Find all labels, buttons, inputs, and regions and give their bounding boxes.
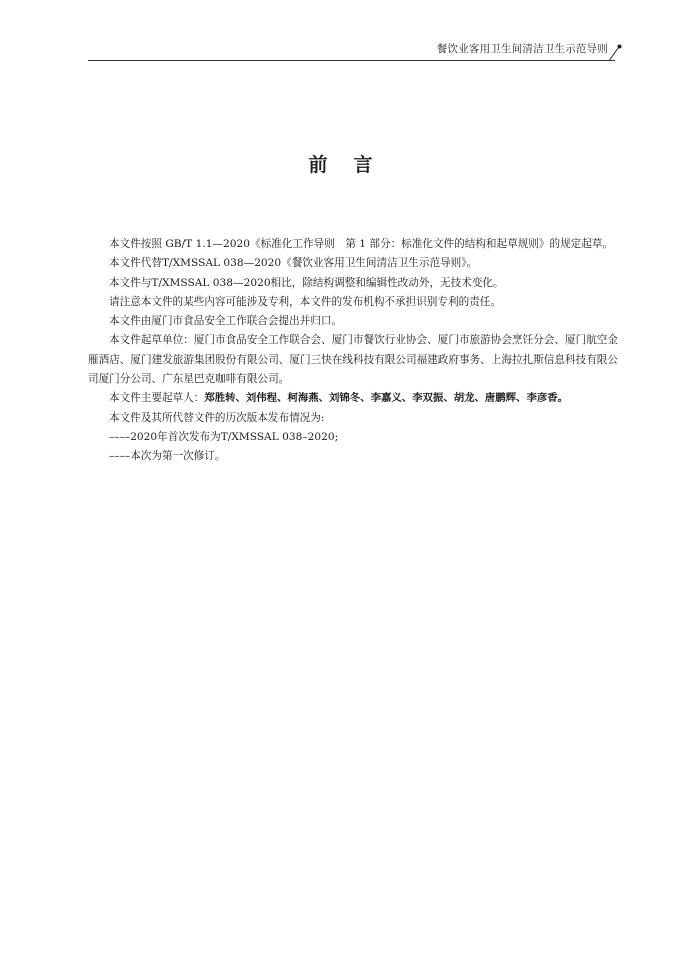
drafters-names: 郑胜转、刘伟程、柯海燕、刘锦冬、李嘉义、李双振、胡龙、唐鹏辉、李彦香。: [204, 392, 569, 405]
page-title-char-2: 言: [353, 154, 373, 176]
running-header: [88, 38, 628, 64]
paragraph-proposer: 本文件由厦门市食品安全工作联合会提出并归口。: [109, 315, 343, 328]
header-rule: [88, 60, 615, 61]
paragraph-drafters: [88, 389, 618, 408]
running-header-title: 餐饮业客用卫生间清洁卫生示范导则: [436, 43, 608, 55]
foreword-body: [88, 235, 618, 467]
page-title: [0, 150, 681, 177]
history-item: ––––本次为第一次修订。: [109, 450, 226, 463]
history-item: ––––2020年首次发布为T/XMSSAL 038–2020;: [109, 430, 339, 443]
drafters-label: 本文件主要起草人：: [109, 392, 205, 405]
paragraph-patent-notice: 请注意本文件的某些内容可能涉及专利，本文件的发布机构不承担识别专利的责任。: [109, 295, 501, 308]
paragraph-version-history: 本文件及其所代替文件的历次版本发布情况为:: [109, 411, 325, 424]
paragraph-changes: 本文件与T/XMSSAL 038—2020相比，除结构调整和编辑性改动外，无技术变化。: [109, 276, 504, 289]
paragraph-replaces: 本文件代替T/XMSSAL 038—2020《餐饮业客用卫生间清洁卫生示范导则》。: [109, 257, 478, 270]
paragraph-drafting-rules: 本文件按照 GB/T 1.1—2020《标准化工作导则 第 1 部分：标准化文件的结构和起草规则》的规定起草。: [109, 238, 614, 250]
paragraph-drafting-units: 本文件起草单位：厦门市食品安全工作联合会、厦门市餐饮行业协会、厦门市旅游协会烹饪分会、厦门航空金雁酒店、厦门建发旅游集团股份有限公司、厦门三快在线科技有限公司福建政府事务、上海拉扎斯信息科技有限公司厦门分公司、广东星巴克咖啡有限公司。: [88, 334, 618, 386]
header-corner-mark: [606, 42, 624, 62]
page-title-char-1: 前: [308, 154, 328, 176]
